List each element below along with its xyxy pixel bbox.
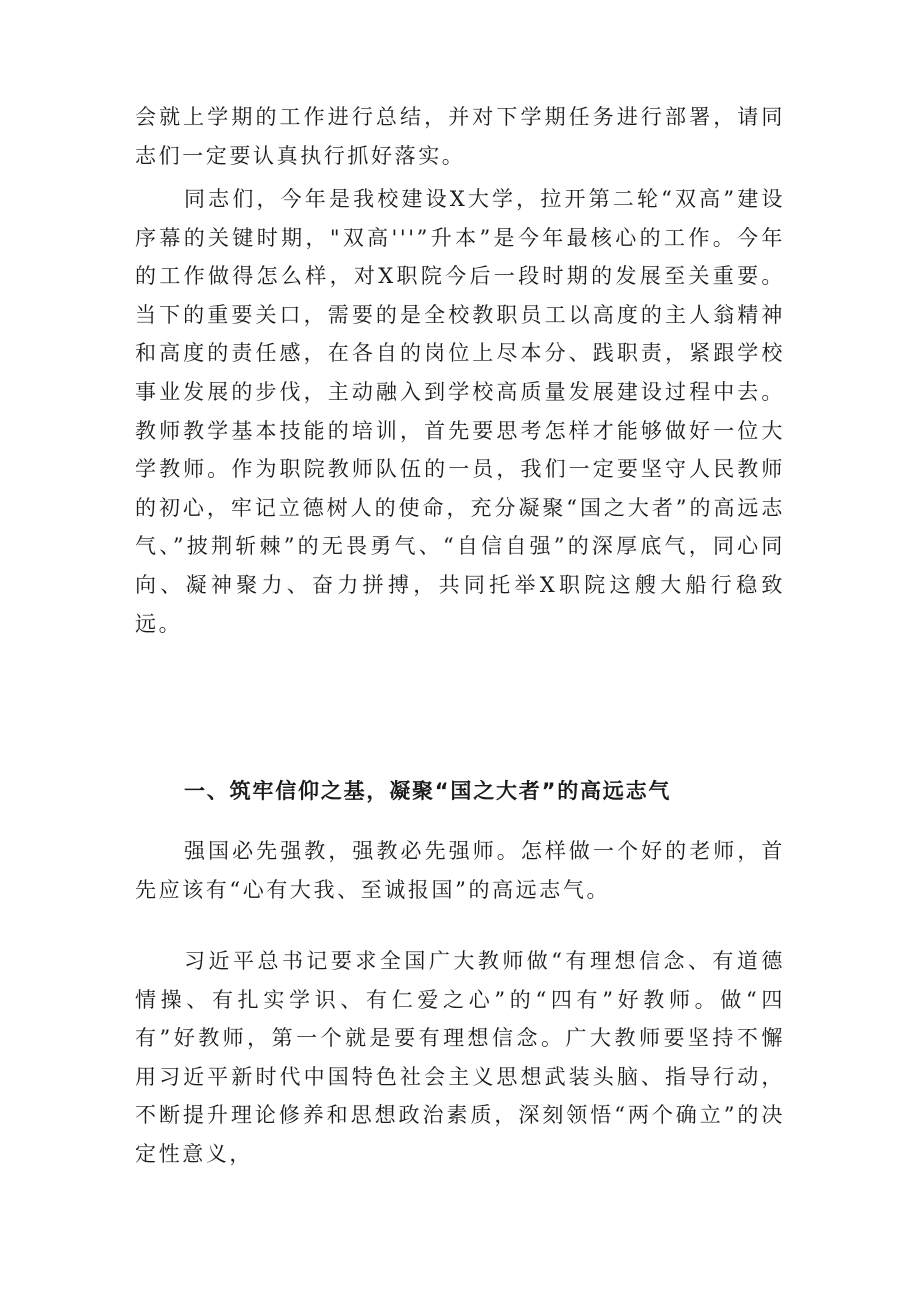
paragraph-strong-nation: 强国必先强教，强教必先强师。怎样做一个好的老师，首先应该有“心有大我、至诚报国”的高远志气。 [135,839,785,902]
paragraph-intro-continuation: 会就上学期的工作进行总结，并对下学期任务进行部署，请同志们一定要认真执行抓好落实。 [135,105,785,168]
section-heading-1: 一、筑牢信仰之基，凝聚“国之大者”的高远志气 [184,779,672,803]
paragraph-four-good-teachers: 习近平总书记要求全国广大教师做“有理想信念、有道德情操、有扎实学识、有仁爱之心”的“四有”好教师。做“四有”好教师，第一个就是要有理想信念。广大教师要坚持不懈用习近平新时代中国特色社会主义思想武装头脑、指导行动，不断提升理论修养和思想政治素质，深刻领悟“两个确立”的决定性意义， [135,949,785,1166]
paragraph-comrades-address: 同志们，今年是我校建设X大学，拉开第二轮“双高”建设序幕的关键时期，"双高'''”升本”是今年最核心的工作。今年的工作做得怎么样，对X职院今后一段时期的发展至关重要。当下的重要关口，需要的是全校教职员工以高度的主人翁精神和高度的责任感，在各自的岗位上尽本分、践职责，紧跟学校事业发展的步伐，主动融入到学校高质量发展建设过程中去。教师教学基本技能的培训，首先要思考怎样才能够做好一位大学教师。作为职院教师队伍的一员，我们一定要坚守人民教师的初心，牢记立德树人的使命，充分凝聚“国之大者”的高远志气、”披荆斩棘”的无畏勇气、“自信自强”的深厚底气，同心同向、凝神聚力、奋力拼搏，共同托举X职院这艘大船行稳致远。 [135,187,785,636]
